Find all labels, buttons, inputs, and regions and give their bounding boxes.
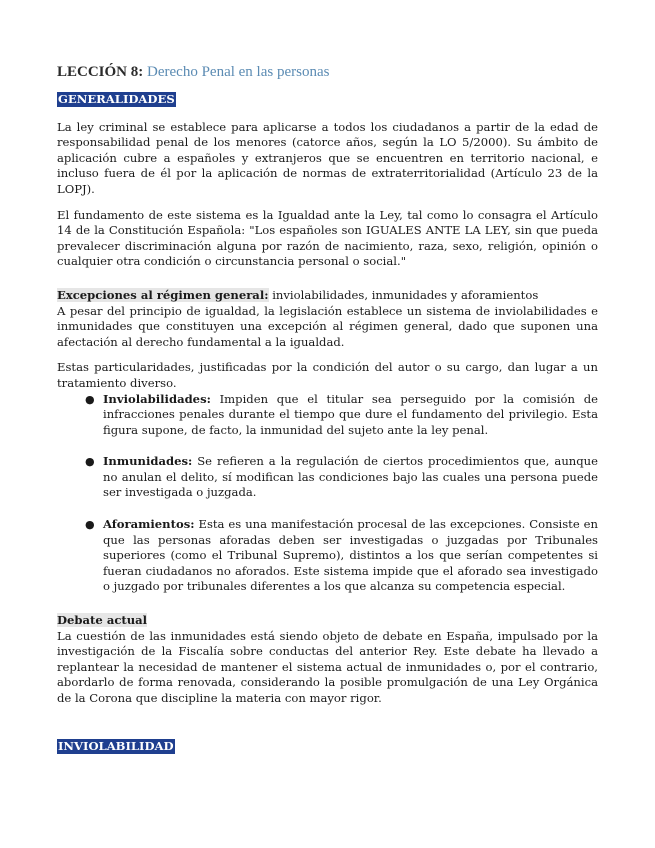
bullet-icon: ● xyxy=(85,455,95,469)
list-item-text: Esta es una manifestación procesal de las excepciones. Consiste en que las personas aforadas deben ser investigadas o juzgadas por Tribunales superiores (como el Tribunal Supremo), distintos a los que serían competentes si fueran ciudadanos no aforados. Este sistema impide que el aforado sea investigado o juzgado por tribunales diferentes a los que alcanza su competencia especial. xyxy=(103,517,598,594)
list-item-term: Inmunidades: xyxy=(103,454,193,469)
excepciones-heading-rest: inviolabilidades, inmunidades y aforamientos xyxy=(268,287,539,302)
inviolabilidad-heading: INVIOLABILIDAD xyxy=(58,738,174,753)
lesson-label: LECCIÓN 8: xyxy=(57,64,144,80)
inviolabilidad-heading-row xyxy=(57,739,598,755)
excepciones-heading xyxy=(57,288,598,304)
debate-heading-row xyxy=(57,613,598,629)
excepciones-heading-shaded: Excepciones al régimen general: xyxy=(57,287,269,302)
debate-heading: Debate actual xyxy=(57,613,148,628)
list-item-term: Inviolabilidades: xyxy=(103,391,211,406)
list-item-text: Se refieren a la regulación de ciertos procedimientos que, aunque no anulan el delito, sí modifican las condiciones bajo las cuales una persona puede ser investigada o juzgada. xyxy=(103,454,598,500)
excepciones-paragraph-2: Estas particularidades, justificadas por la condición del autor o su cargo, dan lugar a un tratamiento diverso. xyxy=(57,360,598,390)
generalidades-paragraph-2: El fundamento de este sistema es la Igualdad ante la Ley, tal como lo consagra el Artículo 14 de la Constitución Española: "Los españoles son IGUALES ANTE LA LEY, sin que pueda prevalecer discriminación alguna por razón de nacimiento, raza, sexo, religión, opinión o cualquier otra condición o circunstancia personal o social." xyxy=(57,207,598,269)
list-item-text: Impiden que el titular sea perseguido por la comisión de infracciones penales durante el tiempo que dure el fundamento del privilegio. Esta figura supone, de facto, la inmunidad del sujeto ante la ley penal. xyxy=(103,391,598,437)
excepciones-list xyxy=(57,392,598,596)
generalidades-paragraph-1: La ley criminal se establece para aplicarse a todos los ciudadanos a partir de la edad de responsabilidad penal de los menores (catorce años, según la LO 5/2000). Su ámbito de aplicación cubre a españoles y extranjeros que se encuentren en territorio nacional, e incluso fuera de él por la aplicación de normas de extraterritorialidad (Artículo 23 de la LOPJ). xyxy=(57,119,598,196)
lesson-title xyxy=(57,62,598,82)
list-item xyxy=(85,517,598,595)
generalidades-heading-row xyxy=(57,92,598,108)
list-item xyxy=(85,391,598,439)
list-item xyxy=(85,454,598,501)
list-item-term: Aforamientos: xyxy=(103,517,195,532)
bullet-icon: ● xyxy=(85,518,95,532)
lesson-subtitle: Derecho Penal en las personas xyxy=(147,64,330,80)
excepciones-paragraph-1: A pesar del principio de igualdad, la legislación establece un sistema de inviolabilidades e inmunidades que constituyen una excepción al régimen general, dado que suponen una afectación al derecho fundamental a la igualdad. xyxy=(57,303,598,349)
bullet-icon: ● xyxy=(85,392,95,406)
generalidades-heading: GENERALIDADES xyxy=(58,92,175,106)
debate-paragraph-1: La cuestión de las inmunidades está siendo objeto de debate en España, impulsado por la investigación de la Fiscalía sobre conductas del anterior Rey. Este debate ha llevado a replantear la necesidad de mantener el sistema actual de inmunidades o, por el contrario, abordarlo de forma renovada, considerando la posible promulgación de una Ley Orgánica de la Corona que discipline la materia con mayor rigor. xyxy=(57,628,598,705)
